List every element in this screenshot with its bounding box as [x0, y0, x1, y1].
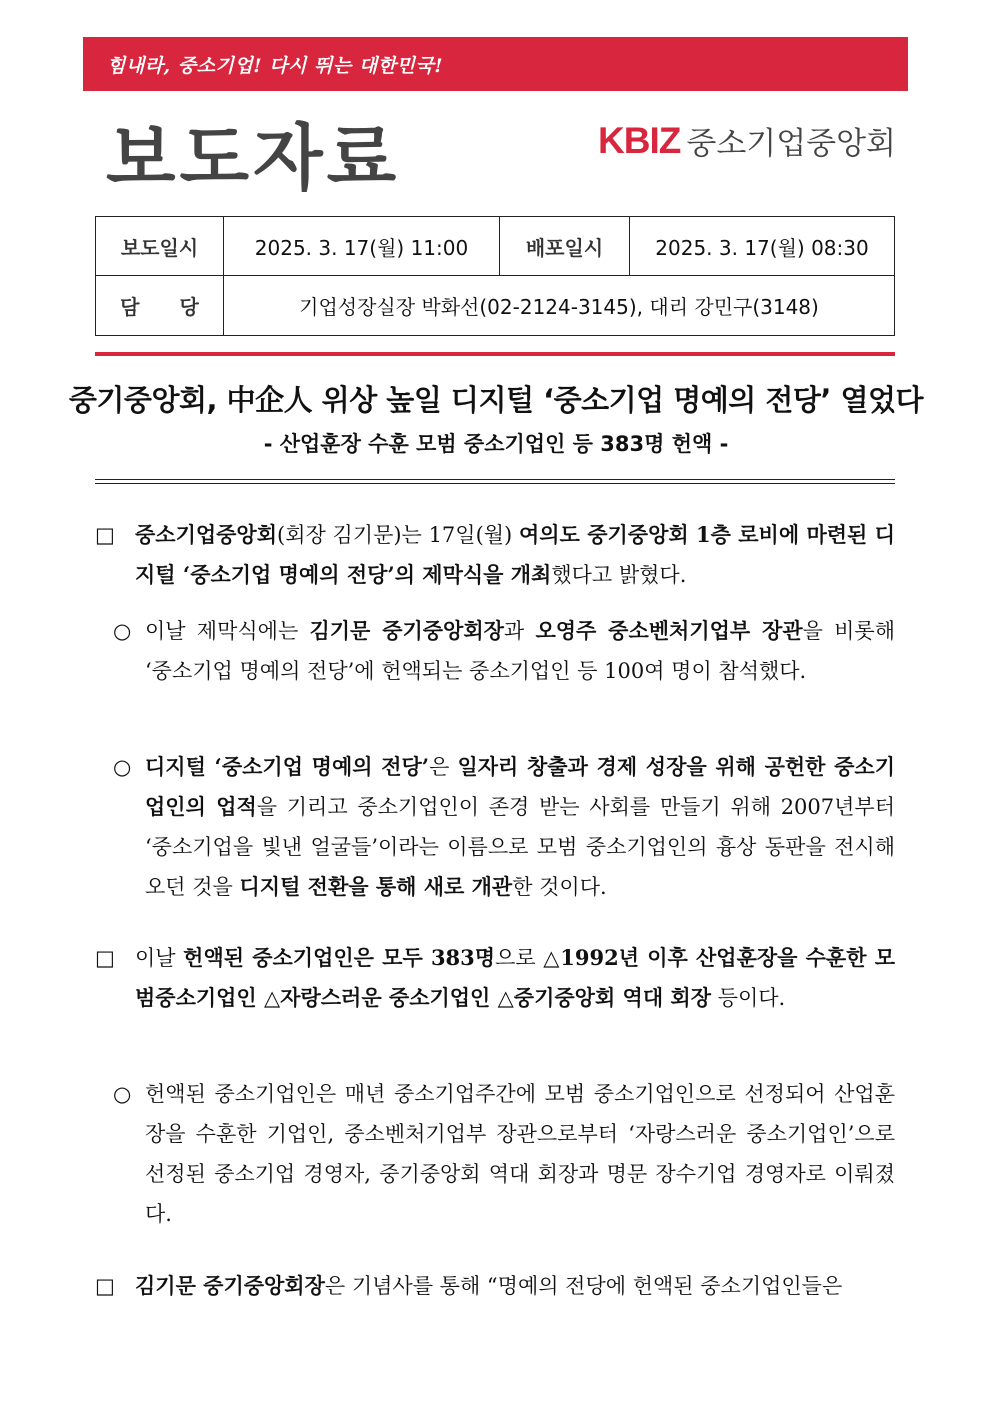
text-bold: 일자리 창출과 경제 성장을 위해 공헌한 중소기업인의 업적 — [145, 754, 895, 819]
text-span: 등이다. — [711, 986, 786, 1010]
paragraph — [95, 747, 895, 907]
distribute-label: 배포일시 — [500, 217, 630, 276]
text-bold: 디지털 ‘중소기업 명예의 전당’ — [145, 754, 430, 779]
text-bold: △1992년 이후 산업훈장을 수훈한 모범중소기업인 △자랑스러운 중소기업인 △중기중앙회 역대 회장 — [135, 945, 895, 1010]
text-bold: 오영주 중소벤처기업부 장관 — [535, 618, 803, 643]
double-rule-bottom — [95, 483, 895, 484]
slogan-banner — [83, 37, 908, 91]
contact-value: 기업성장실장 박화선(02-2124-3145), 대리 강민구(3148) — [224, 276, 895, 336]
text-span: 헌액된 중소기업인은 매년 중소기업주간에 모범 중소기업인으로 선정되어 산업훈장을 수훈한 기업인, 중소벤처기업부 장관으로부터 ‘자랑스러운 중소기업인’으로 선정된 중소기업 경영자, 중기중앙회 역대 회장과 명문 장수기업 경영자로 이뤄졌다. — [145, 1082, 895, 1226]
section-divider — [95, 352, 895, 356]
box-bullet: □ — [95, 946, 115, 970]
paragraph — [95, 1074, 895, 1234]
text-bold: 중소기업중앙회 — [135, 522, 278, 547]
text-span: 과 — [503, 619, 536, 643]
text-span: 으로 — [495, 946, 544, 970]
text-span: 이날 — [135, 946, 184, 970]
text-bold: 헌액된 중소기업인은 모두 383명 — [183, 945, 496, 970]
contact-label: 담 당 — [96, 276, 224, 336]
logo-org-name: 중소기업중앙회 — [686, 126, 896, 162]
box-bullet: □ — [95, 1274, 115, 1298]
paragraph-body — [145, 611, 895, 691]
text-bold: 김기문 중기중앙회장 — [135, 1273, 325, 1298]
subheadline: - 산업훈장 수훈 모범 중소기업인 등 383명 헌액 - — [263, 432, 729, 456]
text-span: 은 — [429, 755, 458, 779]
distribute-value: 2025. 3. 17(월) 08:30 — [630, 217, 895, 276]
release-value: 2025. 3. 17(월) 11:00 — [224, 217, 500, 276]
paragraph-body — [145, 747, 895, 907]
text-span: (회장 김기문)는 17일(월) — [277, 523, 519, 547]
paragraph-body — [135, 1266, 895, 1306]
circle-bullet: ○ — [113, 755, 132, 779]
box-bullet: □ — [95, 523, 115, 547]
kbiz-logo — [598, 118, 896, 163]
double-rule-top — [95, 479, 895, 480]
logo-kbiz-mark: KBIZ — [598, 119, 681, 161]
headline: 중기중앙회, 中企人 위상 높일 디지털 ‘중소기업 명예의 전당’ 열었다 — [68, 383, 924, 417]
text-bold: 김기문 중기중앙회장 — [309, 618, 504, 643]
paragraph — [95, 938, 895, 1018]
release-label: 보도일시 — [96, 217, 224, 276]
paragraph-body — [135, 515, 895, 595]
text-span: 을 기리고 중소기업인이 존경 받는 사회를 만들기 위해 2007년부터 ‘중소기업을 빛낸 얼굴들’이라는 이름으로 모범 중소기업인의 흉상 동판을 전시해 오던 것을 — [145, 795, 895, 899]
text-bold: 디지털 전환을 통해 새로 개관 — [239, 874, 513, 899]
paragraph — [95, 1266, 895, 1306]
circle-bullet: ○ — [113, 619, 132, 643]
circle-bullet: ○ — [113, 1082, 132, 1106]
text-bold: 여의도 중기중앙회 1층 로비에 마련된 디지털 ‘중소기업 명예의 전당’의 제막식을 개최 — [135, 522, 895, 587]
release-info-table — [95, 216, 895, 336]
text-span: 했다고 밝혔다. — [551, 563, 687, 587]
paragraph-body — [145, 1074, 895, 1234]
paragraph — [95, 611, 895, 691]
paragraph-body — [135, 938, 895, 1018]
text-span: 을 비롯해 ‘중소기업 명예의 전당’에 헌액되는 중소기업인 등 100여 명이 참석했다. — [145, 619, 895, 683]
text-span: 이날 제막식에는 — [145, 619, 310, 643]
banner-slogan: 힘내라, 중소기업! 다시 뛰는 대한민국! — [107, 55, 444, 77]
paragraph — [95, 515, 895, 595]
text-span: 한 것이다. — [512, 875, 607, 899]
page-title: 보도자료 — [106, 116, 401, 200]
text-span: 은 기념사를 통해 “명예의 전당에 헌액된 중소기업인들은 — [324, 1274, 843, 1298]
